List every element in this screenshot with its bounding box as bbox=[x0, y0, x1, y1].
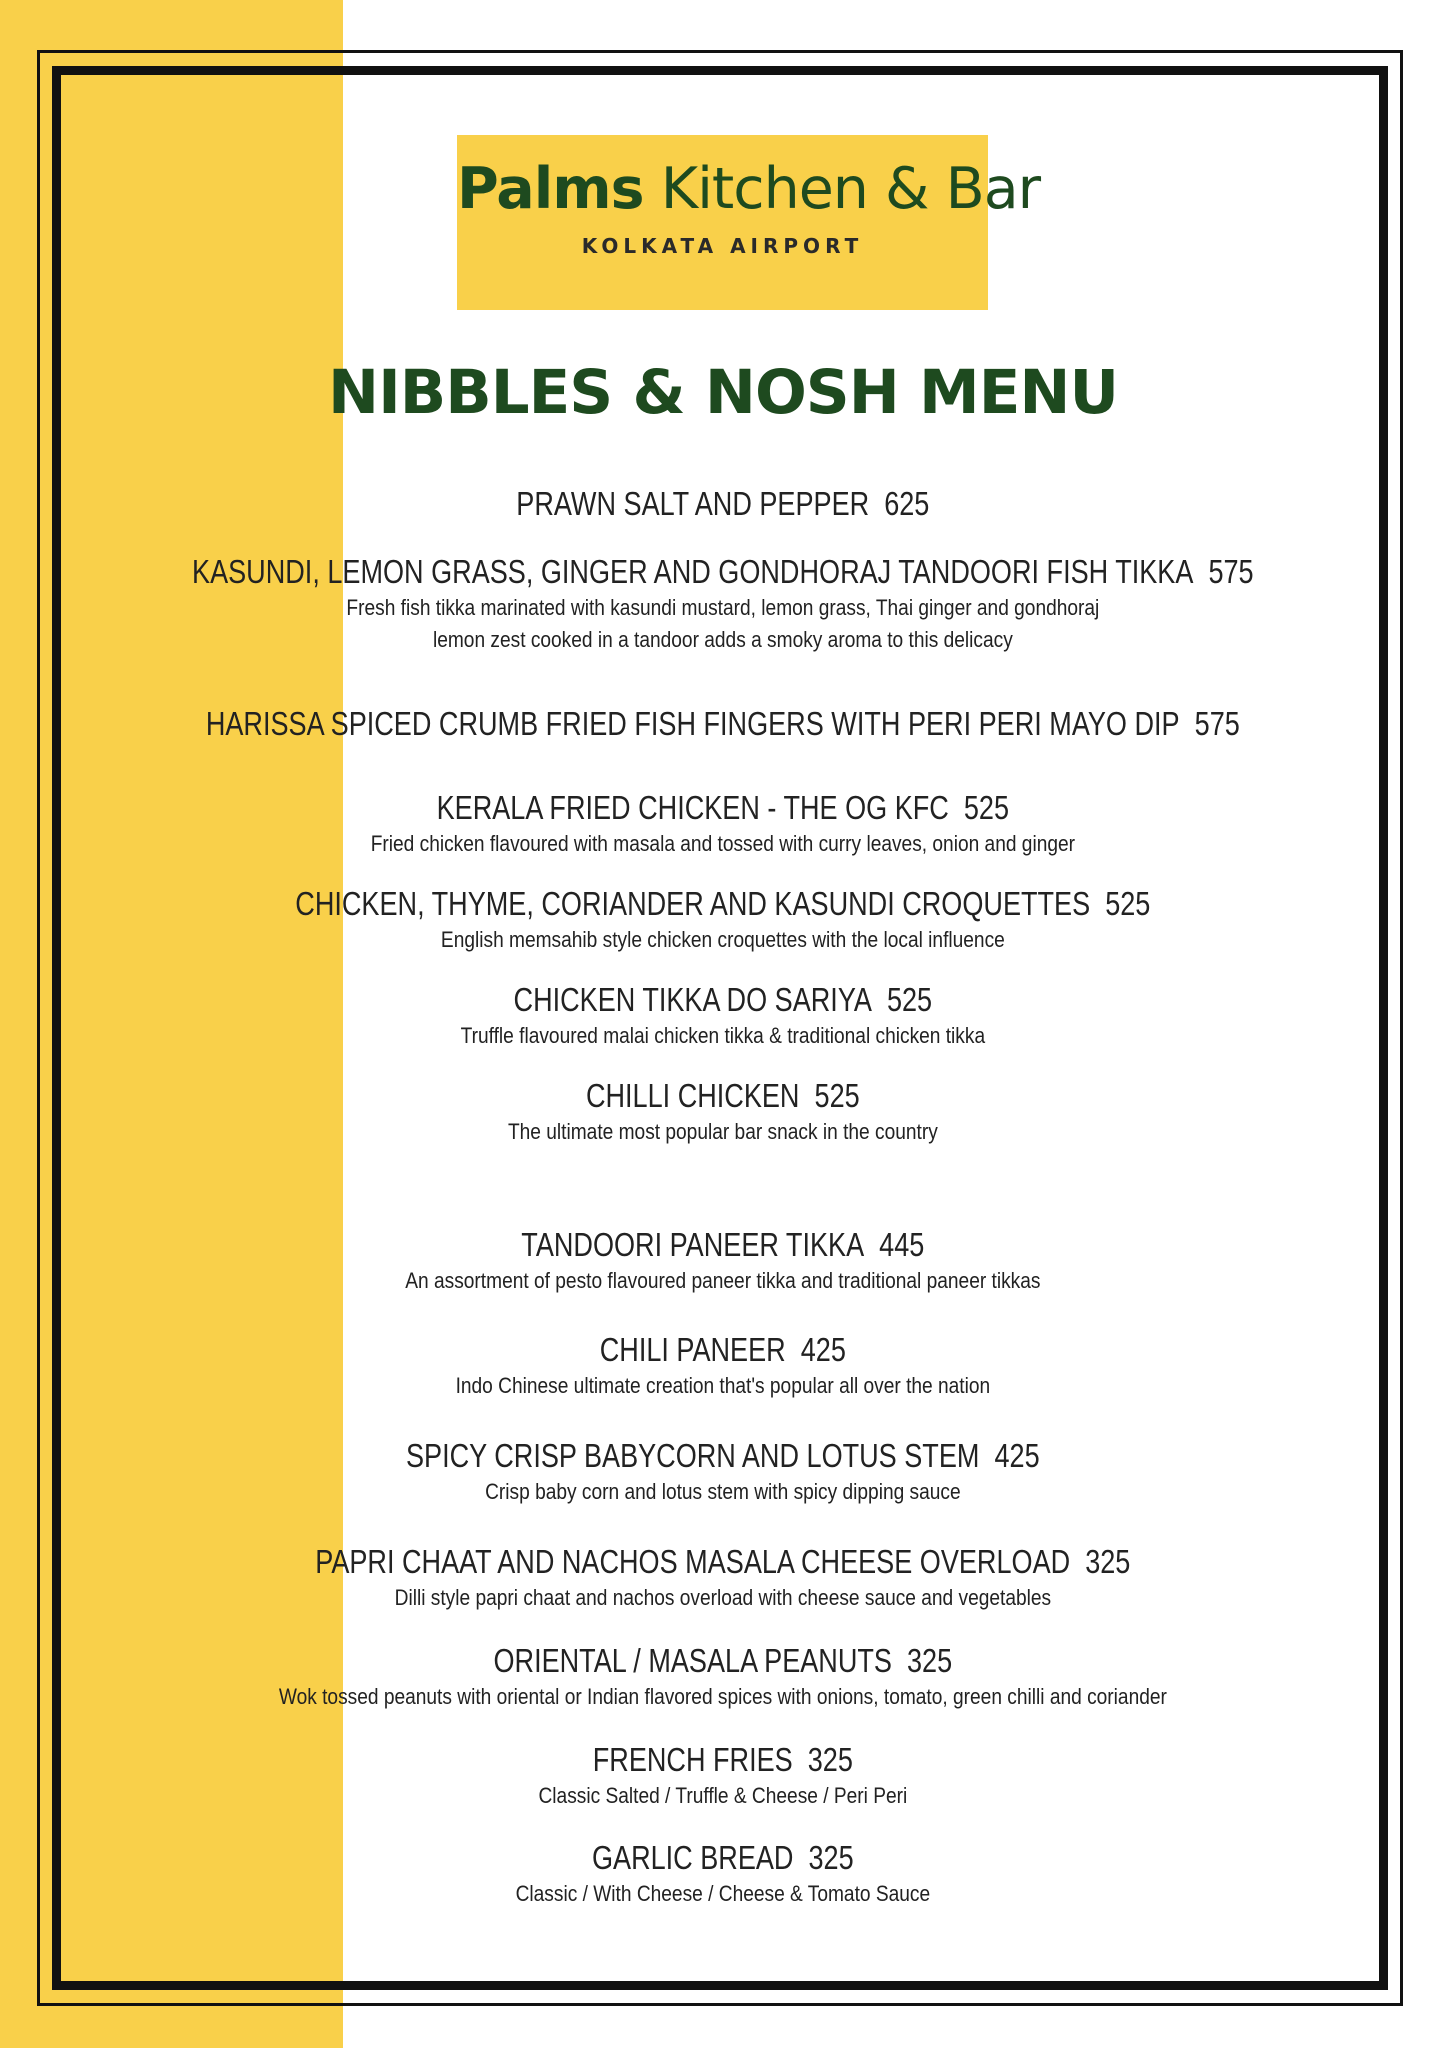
menu-item bbox=[0, 788, 1446, 860]
menu-item bbox=[0, 1838, 1446, 1910]
item-description: An assortment of pesto flavoured paneer tikka and traditional paneer tikkas bbox=[405, 1268, 1041, 1293]
item-description: English memsahib style chicken croquettes with the local influence bbox=[440, 927, 1005, 952]
menu-title: NIBBLES & NOSH MENU bbox=[328, 357, 1118, 428]
menu-item bbox=[0, 1542, 1446, 1614]
item-description: Fresh fish tikka marinated with kasundi mustard, lemon grass, Thai ginger and gondhoraj bbox=[346, 595, 1100, 620]
item-price: 575 bbox=[1208, 553, 1254, 590]
item-price: 425 bbox=[800, 1331, 846, 1368]
menu-item bbox=[0, 704, 1446, 744]
logo-name-rest: Kitchen & Bar bbox=[660, 156, 1041, 222]
item-price: 625 bbox=[884, 485, 930, 522]
item-name: KERALA FRIED CHICKEN - THE OG KFC bbox=[436, 789, 949, 826]
menu-item bbox=[0, 1076, 1446, 1148]
logo-location: KOLKATA AIRPORT bbox=[581, 234, 864, 258]
item-name: TANDOORI PANEER TIKKA bbox=[521, 1226, 865, 1263]
menu-item bbox=[0, 1740, 1446, 1812]
item-name: CHILI PANEER bbox=[599, 1331, 786, 1368]
item-description: Truffle flavoured malai chicken tikka & traditional chicken tikka bbox=[460, 1023, 986, 1048]
item-description: lemon zest cooked in a tandoor adds a smoky aroma to this delicacy bbox=[432, 627, 1013, 652]
menu-item bbox=[0, 1436, 1446, 1508]
menu-item bbox=[0, 552, 1446, 656]
menu-item bbox=[0, 884, 1446, 956]
item-name: CHICKEN TIKKA DO SARIYA bbox=[513, 981, 872, 1018]
item-name: ORIENTAL / MASALA PEANUTS bbox=[493, 1642, 892, 1679]
item-price: 425 bbox=[994, 1437, 1040, 1474]
menu-item bbox=[0, 484, 1446, 524]
item-description: Wok tossed peanuts with oriental or Indian flavored spices with onions, tomato, green chilli and coriander bbox=[278, 1684, 1167, 1709]
item-description: Classic Salted / Truffle & Cheese / Peri Peri bbox=[538, 1783, 908, 1808]
item-price: 525 bbox=[1105, 885, 1151, 922]
item-description: Classic / With Cheese / Cheese & Tomato Sauce bbox=[515, 1881, 931, 1906]
restaurant-logo bbox=[457, 135, 1041, 310]
menu-item bbox=[0, 1641, 1446, 1713]
item-name: SPICY CRISP BABYCORN AND LOTUS STEM bbox=[406, 1437, 980, 1474]
item-name: CHILLI CHICKEN bbox=[585, 1077, 800, 1114]
item-price: 325 bbox=[1085, 1543, 1131, 1580]
logo-name bbox=[457, 156, 1041, 222]
item-name: PRAWN SALT AND PEPPER bbox=[516, 485, 870, 522]
logo-name-bold: Palms bbox=[457, 156, 644, 222]
item-description: The ultimate most popular bar snack in the country bbox=[507, 1119, 938, 1144]
item-price: 325 bbox=[807, 1741, 853, 1778]
item-price: 325 bbox=[907, 1642, 953, 1679]
item-name: KASUNDI, LEMON GRASS, GINGER AND GONDHORAJ TANDOORI FISH TIKKA bbox=[192, 553, 1194, 590]
menu-item bbox=[0, 980, 1446, 1052]
item-price: 525 bbox=[963, 789, 1010, 826]
item-description: Indo Chinese ultimate creation that's popular all over the nation bbox=[455, 1373, 991, 1398]
item-price: 525 bbox=[886, 981, 933, 1018]
item-name: GARLIC BREAD bbox=[591, 1839, 794, 1876]
item-price: 575 bbox=[1194, 705, 1240, 742]
item-name: HARISSA SPICED CRUMB FRIED FISH FINGERS WITH PERI PERI MAYO DIP bbox=[205, 705, 1180, 742]
menu-item bbox=[0, 1330, 1446, 1402]
item-price: 325 bbox=[808, 1839, 854, 1876]
item-name: PAPRI CHAAT AND NACHOS MASALA CHEESE OVERLOAD bbox=[315, 1543, 1071, 1580]
item-description: Crisp baby corn and lotus stem with spicy dipping sauce bbox=[485, 1479, 961, 1504]
item-name: CHICKEN, THYME, CORIANDER AND KASUNDI CROQUETTES bbox=[295, 885, 1091, 922]
item-description: Dilli style papri chaat and nachos overload with cheese sauce and vegetables bbox=[394, 1585, 1052, 1610]
menu-item bbox=[0, 1225, 1446, 1297]
item-price: 445 bbox=[879, 1226, 925, 1263]
item-name: FRENCH FRIES bbox=[592, 1741, 793, 1778]
item-price: 525 bbox=[814, 1077, 860, 1114]
item-description: Fried chicken flavoured with masala and tossed with curry leaves, onion and ginger bbox=[370, 831, 1076, 856]
